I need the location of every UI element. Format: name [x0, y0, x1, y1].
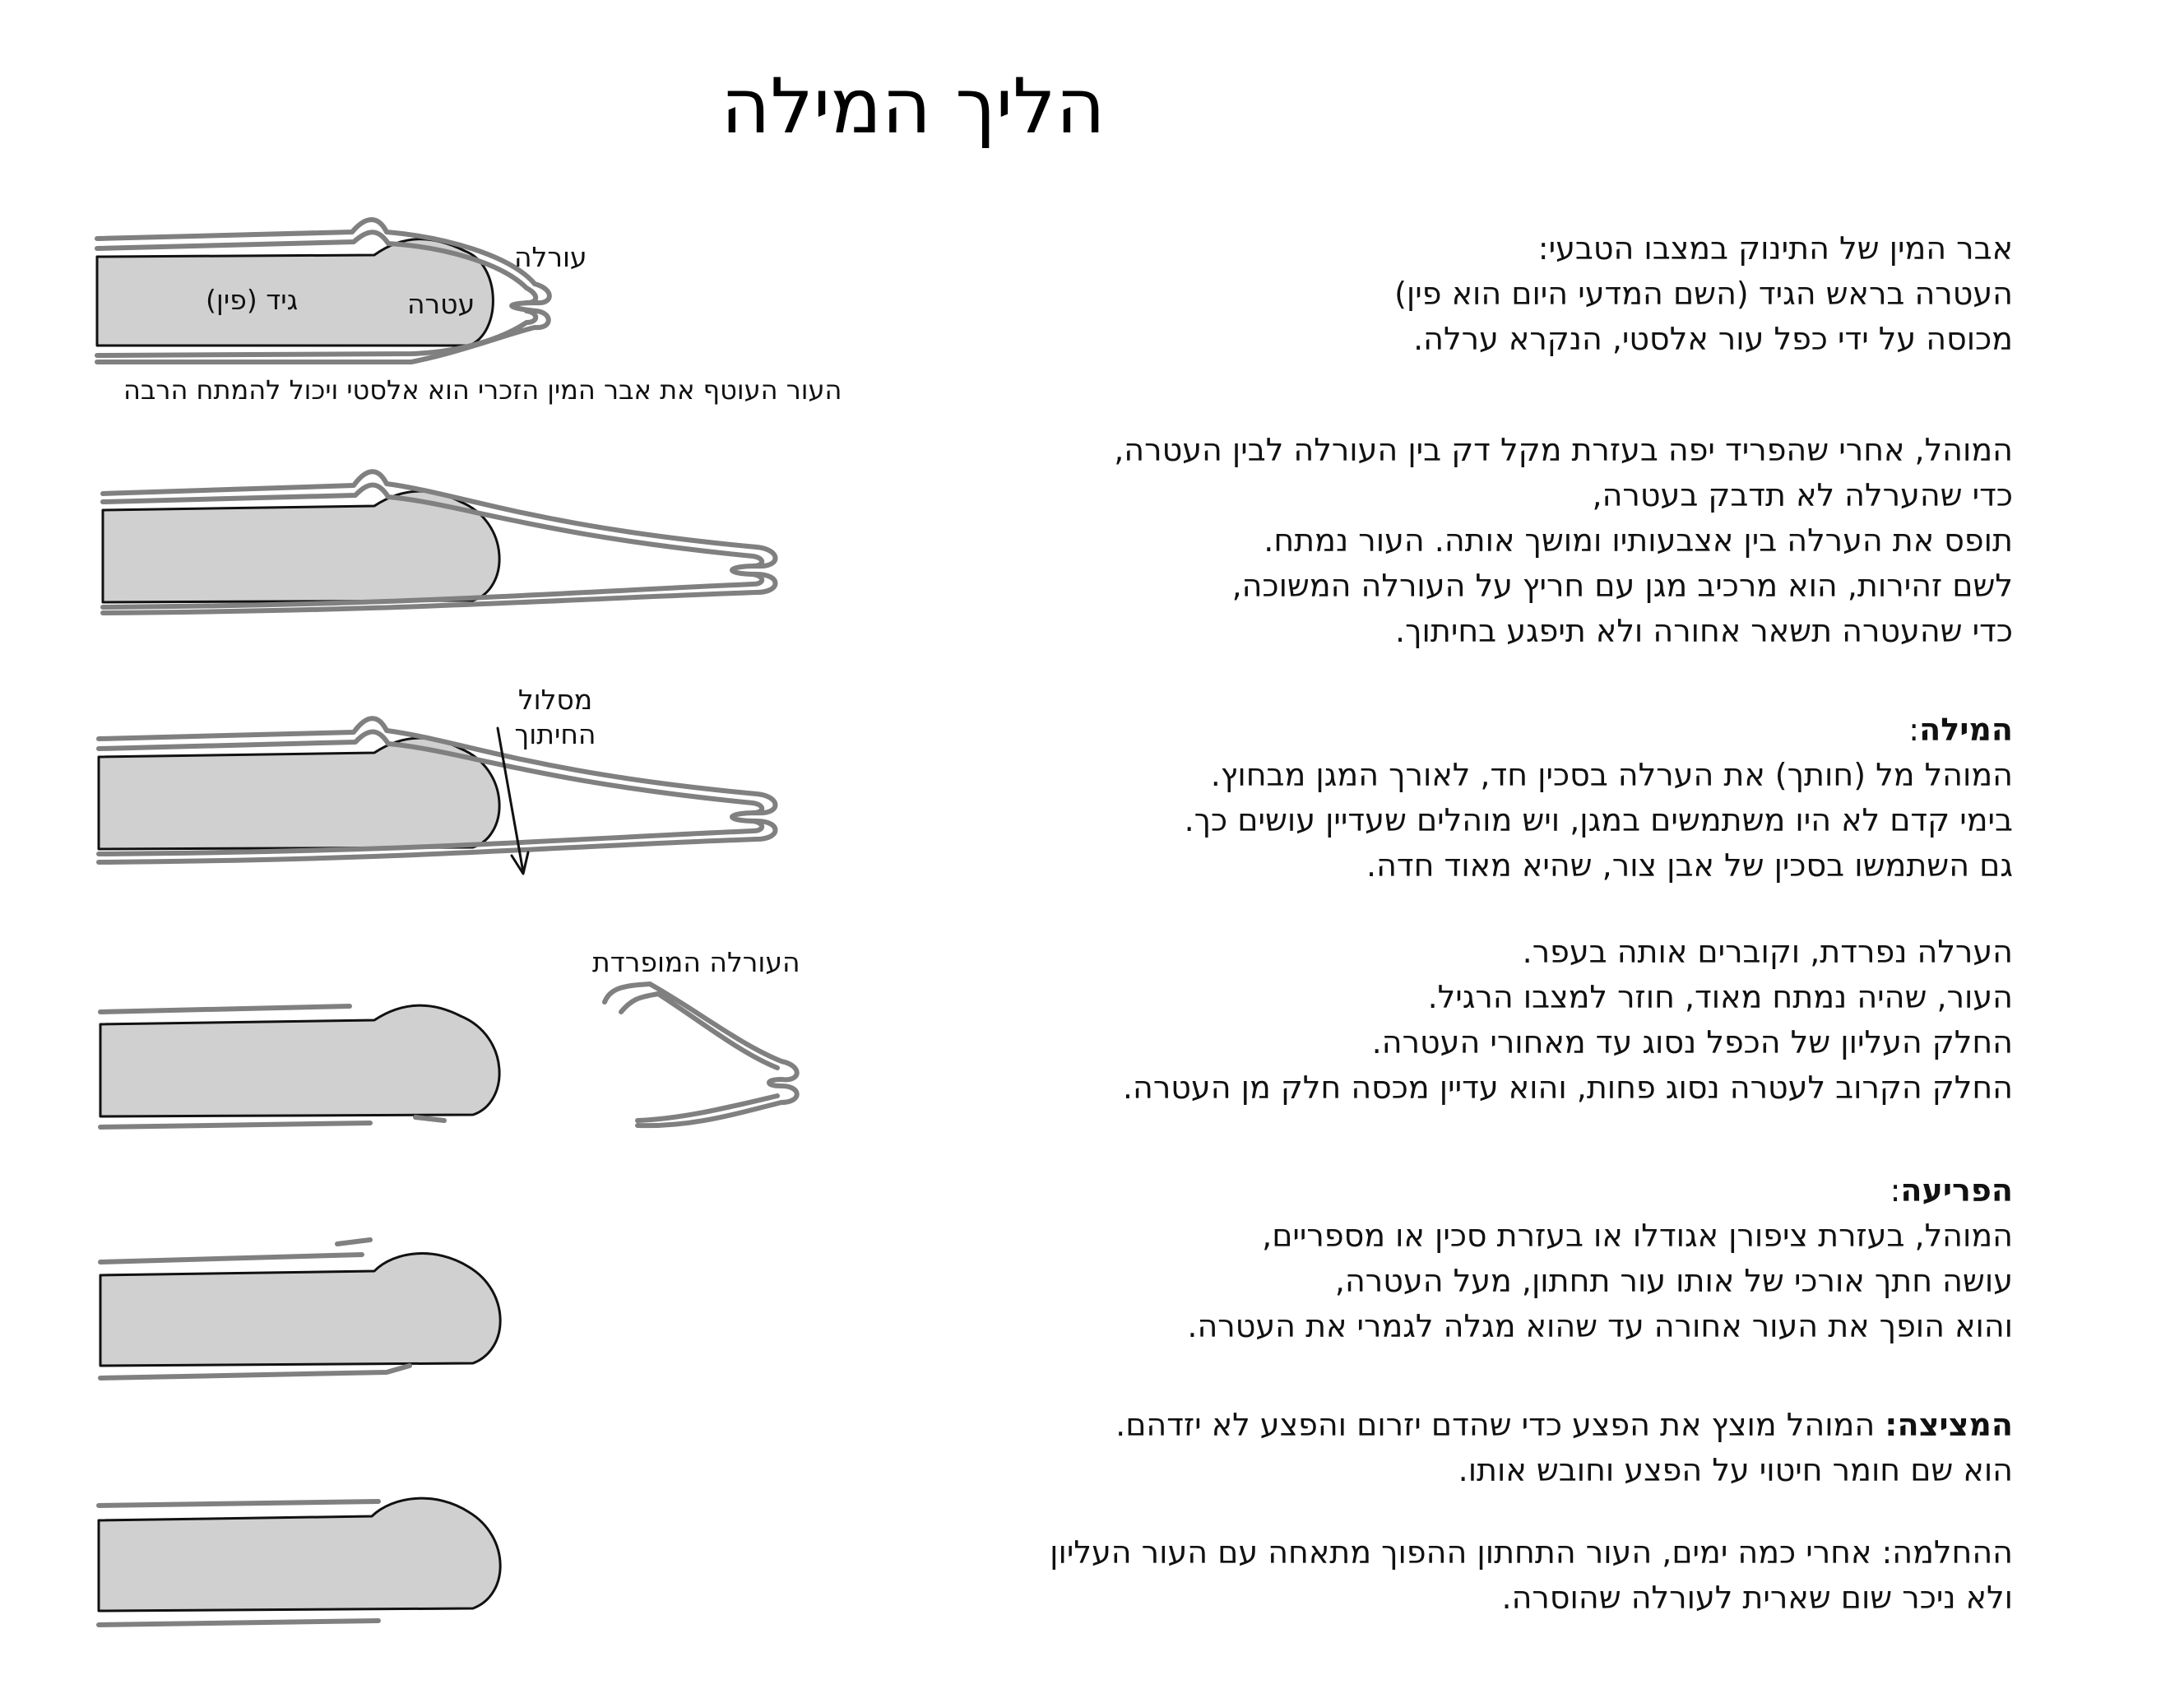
- stage-3-shaft: [99, 738, 499, 849]
- step-1-line: מכוסה על ידי כפל עור אלסטי, הנקרא ערלה.: [1413, 321, 2013, 357]
- step-2-line: כדי שהערלה לא תדבק בעטרה,: [1592, 477, 2013, 513]
- step-7-line: ההחלמה: אחרי כמה ימים, העור התחתון ההפוך מתאחה עם העור העליון: [1050, 1534, 2013, 1571]
- stage-1-natural: [97, 220, 549, 362]
- step-4-line: החלק הקרוב לעטרה נסוג פחות, והוא עדיין מכסה חלק מן העטרה.: [1122, 1070, 2013, 1106]
- step-3-text: [1185, 708, 2013, 889]
- stage-5-periah: [100, 1240, 500, 1378]
- stage-4-separated: [100, 984, 797, 1127]
- label-foreskin: עורלה: [514, 241, 587, 273]
- step-3-heading: המילה: [1919, 712, 2013, 748]
- stage-6-skin-bottom: [99, 1621, 378, 1625]
- step-2-line: תופס את הערלה בין אצבעותיו ומושך אותה. העור נמתח.: [1264, 522, 2013, 559]
- step-2-text: [1114, 428, 2013, 654]
- step-2-line: כדי שהעטרה תשאר אחורה ולא תיפגע בחיתוך.: [1395, 613, 2013, 649]
- step-1-text: [1394, 226, 2013, 362]
- step-3-line: גם השתמשו בסכין של אבן צור, שהיא מאוד חדה.: [1366, 847, 2013, 884]
- label-glans: עטרה: [407, 288, 475, 320]
- stage-5-skin-top: [100, 1240, 370, 1262]
- stage-4-skin-top: [100, 1006, 350, 1012]
- step-2-line: לשם זהירות, הוא מרכיב מגן עם חריץ על העורלה המשוכה,: [1231, 568, 2013, 604]
- step-5-line: והוא הופך את העור אחורה עד שהוא מגלה לגמרי את העטרה.: [1187, 1308, 2013, 1344]
- step-5-heading-line: הפריעה:: [1890, 1172, 2013, 1209]
- step-2-line: המוהל, אחרי שהפריד יפה בעזרת מקל דק בין העורלה לבין העטרה,: [1114, 432, 2013, 468]
- label-cut-path-line2: החיתוך: [514, 718, 596, 750]
- step-5-text: [1187, 1168, 2013, 1349]
- page-title: הליך המילה: [721, 63, 1106, 151]
- stage-6-healed: [99, 1498, 500, 1625]
- diagram-caption: העור העוטף את אבר המין הזכרי הוא אלסטי ויכול להמתח הרבה: [123, 374, 842, 406]
- label-cut-path-line1: מסלול: [517, 684, 593, 716]
- step-3-line: בימי קדם לא היו משתמשים במגן, ויש מוהלים שעדיין עושים כך.: [1184, 802, 2013, 838]
- step-5-line: עושה חתך אורכי של אותו עור תחתון, מעל העטרה,: [1334, 1263, 2013, 1299]
- stage-3-cut: [99, 718, 776, 874]
- stage-6-shaft: [99, 1498, 500, 1611]
- step-4-line: העור, שהיה נמתח מאוד, חוזר למצבו הרגיל.: [1427, 979, 2013, 1015]
- step-6-first-line-text: המוהל מוצץ את הפצע כדי שהדם יזרום והפצע לא יזדהם.: [1115, 1407, 1876, 1443]
- step-6-text: [1115, 1403, 2013, 1493]
- step-3-line: המוהל מל (חותך) את הערלה בסכין חד, לאורך המגן מבחוץ.: [1210, 757, 2013, 793]
- step-3-heading-line: המילה:: [1908, 712, 2013, 748]
- separated-foreskin-shape: [605, 984, 797, 1125]
- label-cut-path: [506, 683, 605, 752]
- step-4-text: [1123, 930, 2013, 1111]
- step-4-line: הערלה נפרדת, וקוברים אותה בעפר.: [1522, 934, 2013, 970]
- stage-6-skin-top: [99, 1501, 378, 1506]
- stage-2-shaft: [103, 491, 499, 602]
- step-7-line: ולא ניכר שום שארית לעורלה שהוסרה.: [1501, 1580, 2013, 1616]
- step-6-line: הוא שם חומר חיטוי על הפצע וחובש אותו.: [1458, 1452, 2013, 1488]
- label-shaft: גיד (פין): [206, 284, 299, 316]
- stage-5-skin-bottom: [100, 1366, 410, 1378]
- step-5-line: המוהל, בעזרת ציפורן אגודלו או בעזרת סכין או מספריים,: [1262, 1218, 2013, 1254]
- label-separated-foreskin: העורלה המופרדת: [592, 946, 800, 978]
- stage-5-shaft: [100, 1254, 500, 1366]
- stage-4-shaft: [100, 1005, 499, 1116]
- step-7-text: [1050, 1530, 2013, 1621]
- step-6-heading: המציצה: [1897, 1407, 2013, 1443]
- step-1-line: אבר המין של התינוק במצבו הטבעי:: [1537, 230, 2013, 267]
- step-5-heading: הפריעה: [1900, 1172, 2013, 1209]
- step-1-line: העטרה בראש הגיד (השם המדעי היום הוא פין): [1394, 276, 2013, 312]
- step-6-first-line: המציצה: המוהל מוצץ את הפצע כדי שהדם יזרום והפצע לא יזדהם.: [1115, 1407, 2013, 1443]
- step-4-line: החלק העליון של הכפל נסוג עד מאחורי העטרה.: [1371, 1024, 2013, 1060]
- stage-2-stretched: [103, 471, 776, 613]
- stage-4-skin-bottom: [100, 1117, 444, 1127]
